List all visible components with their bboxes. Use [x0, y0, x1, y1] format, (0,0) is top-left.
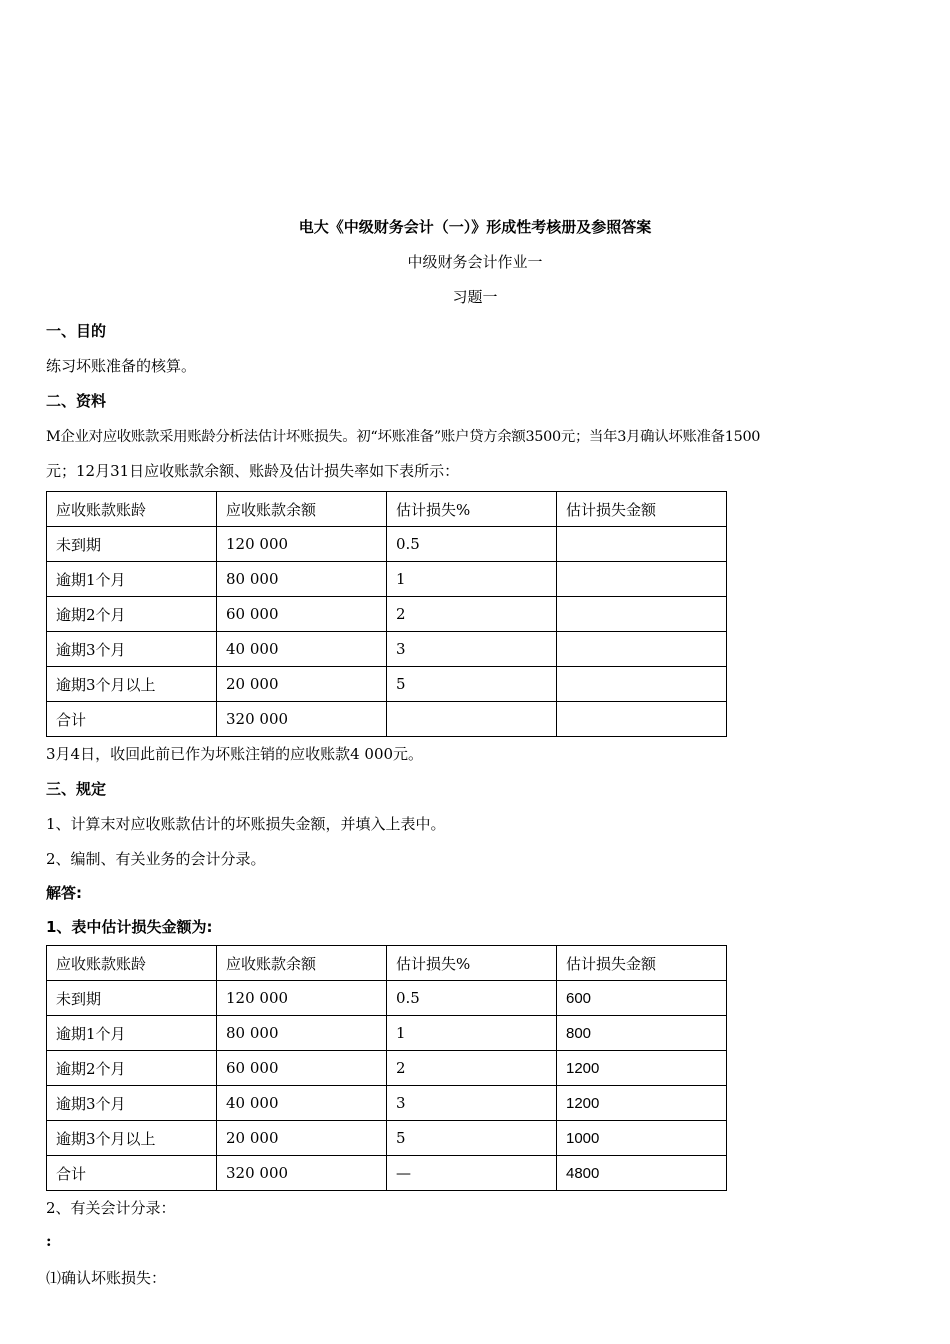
table-row [47, 597, 727, 632]
table-cell: 1 [387, 562, 557, 597]
table-row [47, 562, 727, 597]
table-cell: 逾期3个月 [47, 1086, 217, 1121]
table-cell: 合计 [47, 1156, 217, 1191]
table-cell: 40 000 [217, 1086, 387, 1121]
table-row [47, 1086, 727, 1121]
table-cell [557, 667, 727, 702]
table-cell: 未到期 [47, 527, 217, 562]
table-row [47, 667, 727, 702]
table-cell: 80 000 [217, 1016, 387, 1051]
table-cell: 0.5 [387, 527, 557, 562]
section-data-line-2: 元；12月31日应收账款余额、账龄及估计损失率如下表所示： [46, 462, 460, 480]
table-cell: 逾期2个月 [47, 597, 217, 632]
table-cell: 60 000 [217, 597, 387, 632]
table-cell [387, 702, 557, 737]
entry-1-heading: ⑴确认坏账损失： [46, 1269, 167, 1287]
header-cell: 估计损失% [387, 492, 557, 527]
header-cell: 估计损失金额 [557, 492, 727, 527]
table-cell [557, 632, 727, 667]
answer-1-heading: 1、表中估计损失金额为: [46, 918, 213, 936]
header-cell: 应收账款余额 [217, 492, 387, 527]
header-cell: 应收账款账龄 [47, 946, 217, 981]
table-cell [557, 597, 727, 632]
aging-table [46, 491, 727, 737]
table-cell: 40 000 [217, 632, 387, 667]
table-header-row [47, 946, 727, 981]
loss-amount-cell: 4800 [557, 1156, 727, 1191]
table-cell: 逾期2个月 [47, 1051, 217, 1086]
section-data-heading: 二、资料 [46, 392, 107, 410]
table-cell: 逾期1个月 [47, 1016, 217, 1051]
table-cell [557, 527, 727, 562]
loss-amount-cell: 1200 [557, 1051, 727, 1086]
table-cell: 2 [387, 1051, 557, 1086]
table-cell [557, 562, 727, 597]
recovery-note: 3月4日，收回此前已作为坏账注销的应收账款4 000元。 [46, 745, 424, 763]
header-cell: 估计损失金额 [557, 946, 727, 981]
table-cell: 逾期3个月以上 [47, 667, 217, 702]
loss-amount-cell: 1000 [557, 1121, 727, 1156]
table-cell: 5 [387, 667, 557, 702]
table-cell: 60 000 [217, 1051, 387, 1086]
table-row [47, 632, 727, 667]
answer-2-heading: 2、有关会计分录： [46, 1199, 176, 1217]
table-cell: 5 [387, 1121, 557, 1156]
table-cell [557, 702, 727, 737]
table-total-row [47, 1156, 727, 1191]
table-header-row [47, 492, 727, 527]
table-cell: 120 000 [217, 527, 387, 562]
header-cell: 估计损失% [387, 946, 557, 981]
table-row [47, 1121, 727, 1156]
table-cell: 1 [387, 1016, 557, 1051]
table-cell: 3 [387, 1086, 557, 1121]
section-requirements-heading: 三、规定 [46, 780, 107, 798]
exercise-heading: 习题一 [452, 288, 498, 306]
loss-amount-cell: 800 [557, 1016, 727, 1051]
answer-aging-table [46, 945, 727, 1191]
table-cell: 20 000 [217, 667, 387, 702]
header-cell: 应收账款余额 [217, 946, 387, 981]
table-row [47, 981, 727, 1016]
section-data-line-1: M企业对应收账款采用账龄分析法估计坏账损失。初“坏账准备”账户贷方余额3500元；当年3月确认坏账准备1500 [46, 429, 761, 445]
section-purpose-text: 练习坏账准备的核算。 [46, 357, 197, 375]
table-cell: 3 [387, 632, 557, 667]
table-row [47, 527, 727, 562]
requirement-1: 1、计算末对应收账款估计的坏账损失金额，并填入上表中。 [46, 815, 446, 833]
loss-amount-cell: 1200 [557, 1086, 727, 1121]
section-purpose-heading: 一、目的 [46, 322, 107, 340]
requirement-2: 2、编制、有关业务的会计分录。 [46, 850, 266, 868]
table-cell: 逾期1个月 [47, 562, 217, 597]
table-cell: — [387, 1156, 557, 1191]
table-cell: 80 000 [217, 562, 387, 597]
loss-amount-cell: 600 [557, 981, 727, 1016]
table-cell: 320 000 [217, 1156, 387, 1191]
table-cell: 320 000 [217, 702, 387, 737]
table-cell: 逾期3个月以上 [47, 1121, 217, 1156]
table-total-row [47, 702, 727, 737]
table-cell: 逾期3个月 [47, 632, 217, 667]
table-cell: 20 000 [217, 1121, 387, 1156]
header-cell: 应收账款账龄 [47, 492, 217, 527]
table-row [47, 1016, 727, 1051]
stray-colon: : [46, 1232, 52, 1250]
table-cell: 0.5 [387, 981, 557, 1016]
table-cell: 合计 [47, 702, 217, 737]
answer-heading: 解答: [46, 884, 82, 902]
table-row [47, 1051, 727, 1086]
document-title: 电大《中级财务会计（一）》形成性考核册及参照答案 [298, 218, 652, 236]
table-cell: 2 [387, 597, 557, 632]
table-cell: 未到期 [47, 981, 217, 1016]
document-subtitle: 中级财务会计作业一 [407, 253, 543, 271]
table-cell: 120 000 [217, 981, 387, 1016]
